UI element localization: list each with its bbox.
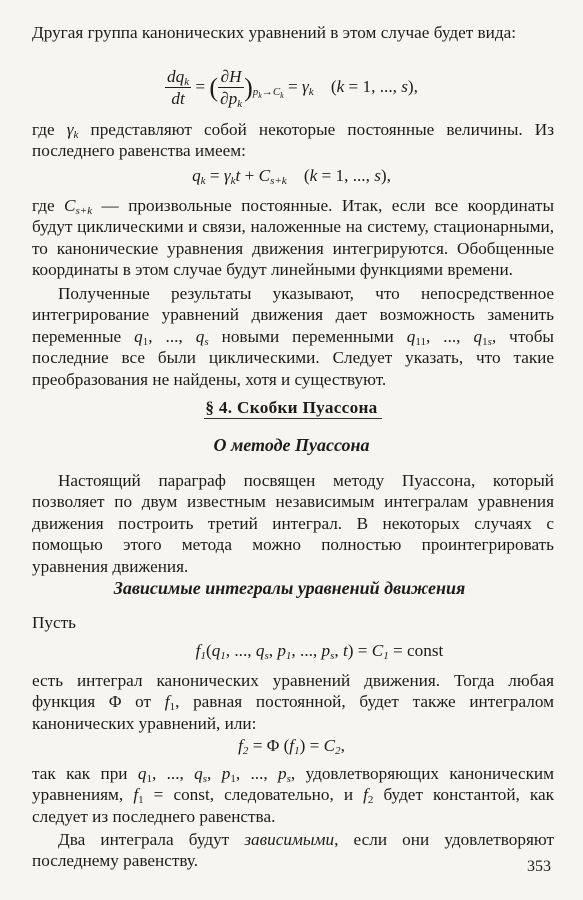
formula-4: $f_2 = \Phi$ $(f_1) = C_2$,	[238, 736, 345, 757]
paragraph-7: есть интеграл канонических уравнений движения. Тогда любая функция Φ от $f_1$, равная постоянной, будет также интегралом канонических уравнений, или:	[32, 671, 555, 733]
paragraph-4: Полученные результаты указывают, что непосредственное интегрирование уравнений движения дает возможность заменить переменные $q_1$, ..., $q_s$ новыми переменными $q_{11}$, ..., $q_{1s}$, чтобы последние все были циклическими. Следует указать, что такие преобразования не найдены, хотя и существуют.	[32, 284, 554, 389]
formula-1: $\frac{dq_k}{dt}$ = ( $\frac{\partial H}{\partial p_k}$ )$_{p_k\to C_k} = \gamma_k$ (k = 1, ..., s),	[167, 67, 418, 111]
formula-3: $f_1(q_1$, ..., $q_s$, $p_1$, ..., $p_s$, $t) = C_1$ = const	[195, 641, 444, 662]
paragraph-1-text: Другая группа канонических уравнений в этом случае будет вида:	[32, 23, 516, 42]
section-title-rule	[204, 418, 382, 419]
section-title: § 4. Скобки Пуассона	[205, 398, 378, 417]
paragraph-9: Два интеграла будут зависимыми, если они удовлетворяют последнему равенству.	[32, 830, 554, 871]
paragraph-6: Пусть	[32, 613, 76, 632]
paragraph-1	[32, 22, 554, 43]
subtitle-dependent-integrals: Зависимые интегралы уравнений движения	[113, 578, 466, 598]
page-number: 353	[527, 858, 551, 875]
formula-2: $q_k = \gamma_kt + C_{s+k}$ (k = 1, ..., s),	[192, 166, 391, 187]
paragraph-5: Настоящий параграф посвящен методу Пуассона, который позволяет по двум известным независимым интегралам уравнения движения построить третий интеграл. В некоторых случаях с помощью этого метода можно полностью проинтегрировать уравнения движения.	[32, 471, 554, 576]
paragraph-8: так как при $q_1$, ..., $q_s$, $p_1$, ..., $p_s$, удовлетворяющих каноническим уравнениям, $f_1$ = const, следовательно, и $f_2$ будет константой, как следует из последнего равенства.	[32, 764, 555, 826]
paragraph-2: где $\gamma_k$ представляют собой некоторые постоянные величины. Из последнего равенства имеем:	[32, 120, 554, 161]
paragraph-3: где $C_{s+k}$ — произвольные постоянные. Итак, если все координаты будут циклическими и связи, наложенные на систему, стационарными, то канонические уравнения движения интегрируются. Обобщенные координаты в этом случае будут линейными функциями времени.	[32, 196, 554, 280]
subtitle-poisson-method: О методе Пуассона	[213, 435, 370, 455]
